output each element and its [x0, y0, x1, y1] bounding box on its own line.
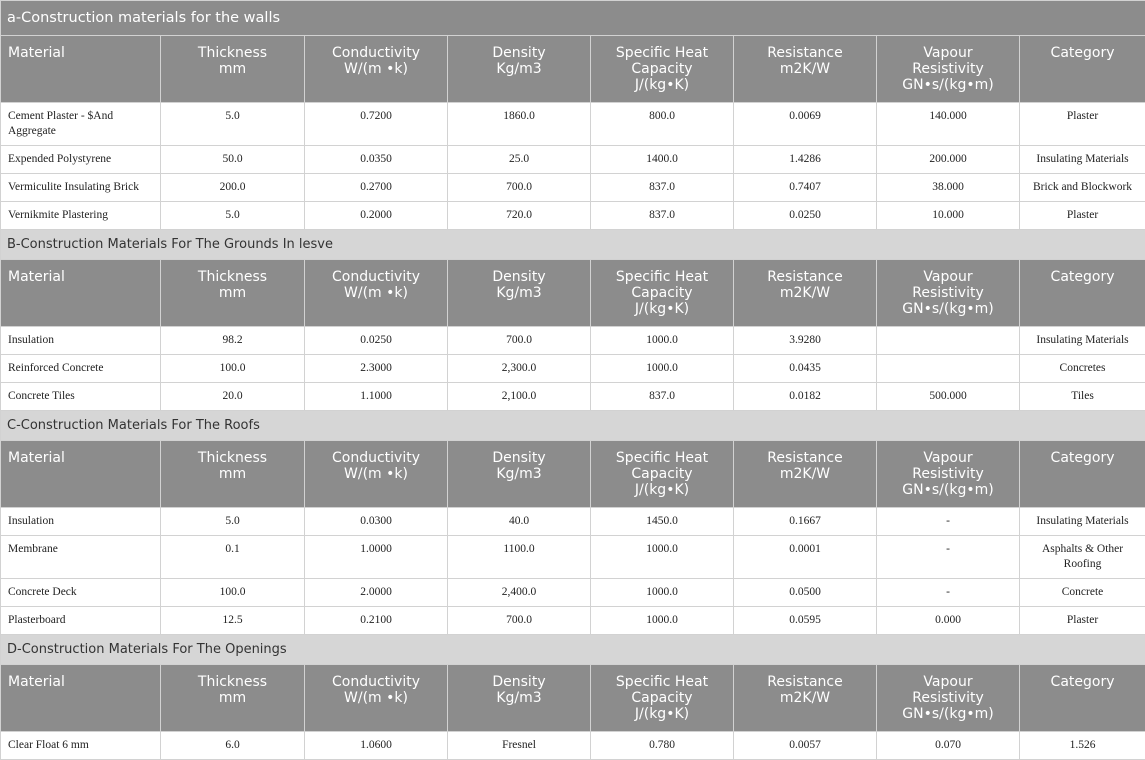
table-cell: - — [877, 536, 1020, 579]
table-cell: 500.000 — [877, 383, 1020, 411]
table-cell: 837.0 — [591, 202, 734, 230]
section-title: B-Construction Materials For The Grounds In lesve — [1, 230, 1145, 260]
table-cell: 0.0250 — [734, 202, 877, 230]
table-cell: - — [877, 579, 1020, 607]
column-header: Density Kg/m3 — [448, 665, 591, 732]
table-cell: 837.0 — [591, 174, 734, 202]
table-cell: 0.0435 — [734, 355, 877, 383]
column-header: Specific Heat Capacity J/(kg•K) — [591, 260, 734, 327]
table-cell: 50.0 — [161, 146, 305, 174]
section-title-row — [1, 230, 1145, 260]
table-row — [1, 607, 1145, 635]
column-header-row — [1, 665, 1145, 732]
table-cell: 0.1 — [161, 536, 305, 579]
table-cell: 1860.0 — [448, 103, 591, 146]
column-header: Category — [1020, 665, 1145, 732]
table-cell: 200.000 — [877, 146, 1020, 174]
table-cell: 720.0 — [448, 202, 591, 230]
table-cell: 0.2000 — [305, 202, 448, 230]
table-cell: 5.0 — [161, 103, 305, 146]
table-cell: 1.0600 — [305, 732, 448, 760]
table-cell: Reinforced Concrete — [1, 355, 161, 383]
table-cell: 0.0182 — [734, 383, 877, 411]
table-cell: 20.0 — [161, 383, 305, 411]
column-header: Material — [1, 36, 161, 103]
table-cell: 1000.0 — [591, 327, 734, 355]
table-cell: Concrete Tiles — [1, 383, 161, 411]
table-cell: Membrane — [1, 536, 161, 579]
table-cell: 2.0000 — [305, 579, 448, 607]
table-cell: Brick and Blockwork — [1020, 174, 1145, 202]
table-cell: 140.000 — [877, 103, 1020, 146]
table-cell: Tiles — [1020, 383, 1145, 411]
table-cell: 40.0 — [448, 508, 591, 536]
section-title-row — [1, 1, 1145, 36]
table-cell: 5.0 — [161, 508, 305, 536]
table-cell: 0.0069 — [734, 103, 877, 146]
table-cell: 1.4286 — [734, 146, 877, 174]
table-cell: 12.5 — [161, 607, 305, 635]
table-cell: 2,100.0 — [448, 383, 591, 411]
table-cell: Concrete Deck — [1, 579, 161, 607]
table-cell: 0.780 — [591, 732, 734, 760]
section-title: a-Construction materials for the walls — [1, 1, 1145, 36]
table-cell: Insulation — [1, 508, 161, 536]
table-cell: 100.0 — [161, 579, 305, 607]
column-header: Vapour Resistivity GN•s/(kg•m) — [877, 36, 1020, 103]
table-cell: 700.0 — [448, 327, 591, 355]
table-cell: 0.0057 — [734, 732, 877, 760]
column-header-row — [1, 441, 1145, 508]
table-cell: 0.0595 — [734, 607, 877, 635]
table-cell: Insulating Materials — [1020, 508, 1145, 536]
table-row — [1, 732, 1145, 760]
table-cell — [877, 327, 1020, 355]
table-cell: Insulating Materials — [1020, 327, 1145, 355]
section-title: C-Construction Materials For The Roofs — [1, 411, 1145, 441]
section-title-row — [1, 411, 1145, 441]
column-header: Thickness mm — [161, 260, 305, 327]
table-cell: 0.0250 — [305, 327, 448, 355]
table-row — [1, 536, 1145, 579]
table-cell: 1000.0 — [591, 355, 734, 383]
table-cell — [877, 355, 1020, 383]
column-header: Thickness mm — [161, 665, 305, 732]
column-header: Density Kg/m3 — [448, 36, 591, 103]
table-cell: Clear Float 6 mm — [1, 732, 161, 760]
column-header: Density Kg/m3 — [448, 441, 591, 508]
table-cell: Plaster — [1020, 202, 1145, 230]
table-cell: 100.0 — [161, 355, 305, 383]
section-title-row — [1, 635, 1145, 665]
table-cell: Asphalts & Other Roofing — [1020, 536, 1145, 579]
column-header-row — [1, 36, 1145, 103]
column-header: Conductivity W/(m •k) — [305, 260, 448, 327]
table-cell: 0.0500 — [734, 579, 877, 607]
table-cell: 1400.0 — [591, 146, 734, 174]
table-row — [1, 355, 1145, 383]
table-cell: 1100.0 — [448, 536, 591, 579]
column-header: Vapour Resistivity GN•s/(kg•m) — [877, 260, 1020, 327]
table-cell: 0.1667 — [734, 508, 877, 536]
table-cell: 1000.0 — [591, 607, 734, 635]
table-cell: 0.000 — [877, 607, 1020, 635]
table-cell: Plaster — [1020, 103, 1145, 146]
table-row — [1, 508, 1145, 536]
column-header: Resistance m2K/W — [734, 36, 877, 103]
table-cell: 6.0 — [161, 732, 305, 760]
table-cell: 98.2 — [161, 327, 305, 355]
section-title: D-Construction Materials For The Openings — [1, 635, 1145, 665]
table-cell: 800.0 — [591, 103, 734, 146]
table-cell: 0.0300 — [305, 508, 448, 536]
column-header-row — [1, 260, 1145, 327]
table-cell: Cement Plaster - $And Aggregate — [1, 103, 161, 146]
table-cell: Plaster — [1020, 607, 1145, 635]
table-cell: 837.0 — [591, 383, 734, 411]
column-header: Material — [1, 260, 161, 327]
column-header: Material — [1, 441, 161, 508]
table-cell: 200.0 — [161, 174, 305, 202]
table-row — [1, 383, 1145, 411]
column-header: Material — [1, 665, 161, 732]
table-row — [1, 146, 1145, 174]
table-cell: 0.7407 — [734, 174, 877, 202]
table-cell: 0.0350 — [305, 146, 448, 174]
column-header: Conductivity W/(m •k) — [305, 665, 448, 732]
table-cell: Concrete — [1020, 579, 1145, 607]
table-cell: Expended Polystyrene — [1, 146, 161, 174]
column-header: Specific Heat Capacity J/(kg•K) — [591, 36, 734, 103]
table-cell: Fresnel — [448, 732, 591, 760]
table-cell: Vernikmite Plastering — [1, 202, 161, 230]
table-cell: 10.000 — [877, 202, 1020, 230]
column-header: Resistance m2K/W — [734, 260, 877, 327]
table-cell: 700.0 — [448, 174, 591, 202]
table-row — [1, 174, 1145, 202]
column-header: Category — [1020, 36, 1145, 103]
column-header: Density Kg/m3 — [448, 260, 591, 327]
table-row — [1, 202, 1145, 230]
table-row — [1, 327, 1145, 355]
table-cell: 3.9280 — [734, 327, 877, 355]
table-cell: - — [877, 508, 1020, 536]
table-cell: 1.1000 — [305, 383, 448, 411]
table-cell: Plasterboard — [1, 607, 161, 635]
column-header: Resistance m2K/W — [734, 665, 877, 732]
table-cell: 1000.0 — [591, 579, 734, 607]
table-cell: Vermiculite Insulating Brick — [1, 174, 161, 202]
table-cell: Concretes — [1020, 355, 1145, 383]
column-header: Conductivity W/(m •k) — [305, 36, 448, 103]
table-cell: 0.7200 — [305, 103, 448, 146]
column-header: Vapour Resistivity GN•s/(kg•m) — [877, 665, 1020, 732]
column-header: Conductivity W/(m •k) — [305, 441, 448, 508]
table-cell: 0.0001 — [734, 536, 877, 579]
table-cell: 1.0000 — [305, 536, 448, 579]
column-header: Specific Heat Capacity J/(kg•K) — [591, 441, 734, 508]
table-cell: 0.2100 — [305, 607, 448, 635]
table-cell: 1000.0 — [591, 536, 734, 579]
column-header: Category — [1020, 260, 1145, 327]
table-cell: Insulation — [1, 327, 161, 355]
table-body — [1, 1, 1145, 760]
table-row — [1, 103, 1145, 146]
table-cell: 2,400.0 — [448, 579, 591, 607]
table-cell: 0.070 — [877, 732, 1020, 760]
table-cell: 700.0 — [448, 607, 591, 635]
table-cell: 0.2700 — [305, 174, 448, 202]
table-cell: 1450.0 — [591, 508, 734, 536]
table-cell: 25.0 — [448, 146, 591, 174]
table-cell: 1.526 — [1020, 732, 1145, 760]
column-header: Thickness mm — [161, 36, 305, 103]
table-cell: 38.000 — [877, 174, 1020, 202]
column-header: Resistance m2K/W — [734, 441, 877, 508]
table-cell: 5.0 — [161, 202, 305, 230]
table-cell: 2.3000 — [305, 355, 448, 383]
table-cell: 2,300.0 — [448, 355, 591, 383]
table-row — [1, 579, 1145, 607]
column-header: Specific Heat Capacity J/(kg•K) — [591, 665, 734, 732]
table-cell: Insulating Materials — [1020, 146, 1145, 174]
column-header: Thickness mm — [161, 441, 305, 508]
column-header: Category — [1020, 441, 1145, 508]
column-header: Vapour Resistivity GN•s/(kg•m) — [877, 441, 1020, 508]
